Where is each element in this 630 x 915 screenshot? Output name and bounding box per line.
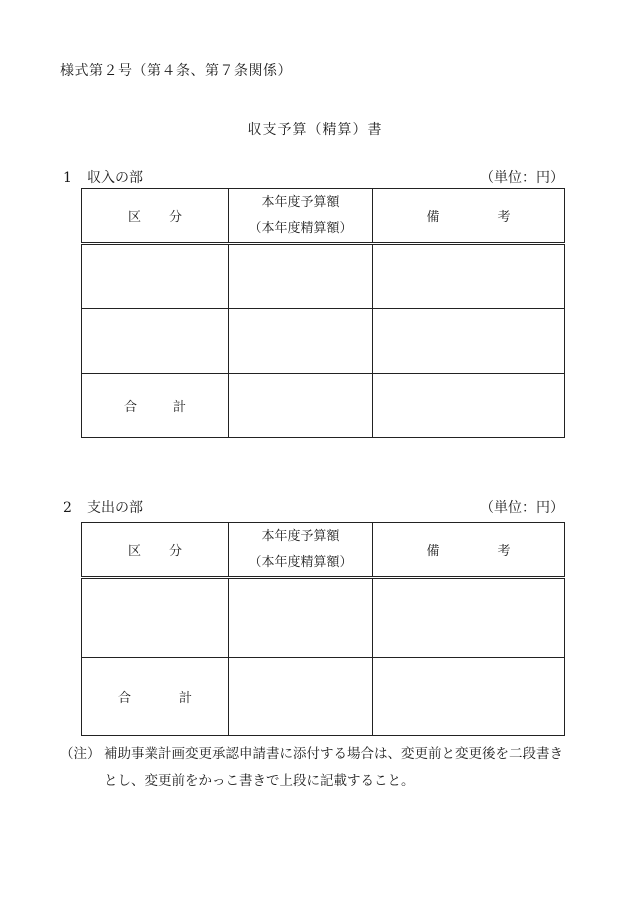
- expense-header-category: [82, 523, 229, 578]
- expense-total-remarks[interactable]: [373, 658, 565, 736]
- table-cell[interactable]: [82, 244, 229, 309]
- income-total-left: 合: [123, 400, 137, 415]
- footnote: [60, 741, 600, 795]
- income-header-remarks: [373, 189, 565, 244]
- income-total-remarks[interactable]: [373, 374, 565, 438]
- expense-header-category-left: 区: [127, 544, 141, 559]
- income-unit-label: （単位：円）: [480, 170, 564, 186]
- expense-header-row: [82, 523, 565, 578]
- table-row: [82, 244, 565, 309]
- expense-header-budget: [229, 523, 373, 578]
- income-section-title: [63, 167, 143, 187]
- footnote-line1: [60, 741, 600, 768]
- footnote-mark: （注）: [60, 746, 101, 762]
- income-header-budget-line1: 本年度予算額: [261, 194, 340, 210]
- table-row: [82, 309, 565, 374]
- expense-header-remarks: [373, 523, 565, 578]
- expense-section-number: 2: [63, 500, 72, 516]
- expense-header-remarks-right: 考: [497, 544, 511, 559]
- expense-header-remarks-left: 備: [426, 544, 440, 559]
- expense-unit-label: （単位：円）: [480, 500, 564, 516]
- expense-table: [81, 522, 565, 736]
- table-cell[interactable]: [229, 244, 373, 309]
- expense-total-row: [82, 658, 565, 736]
- expense-section-title: [63, 497, 143, 517]
- income-header-remarks-left: 備: [426, 210, 440, 225]
- document-title: 収支予算（精算）書: [247, 122, 383, 138]
- income-total-label: [82, 374, 229, 438]
- income-table: [81, 188, 565, 438]
- income-section-label: 収入の部: [87, 170, 143, 186]
- income-header-category-left: 区: [127, 210, 141, 225]
- table-cell[interactable]: [373, 309, 565, 374]
- income-total-row: [82, 374, 565, 438]
- income-header-row: [82, 189, 565, 244]
- expense-total-left: 合: [117, 691, 131, 706]
- footnote-text-line1: 補助事業計画変更承認申請書に添付する場合は、変更前と変更後を二段書き: [104, 746, 563, 762]
- expense-header-category-right: 分: [169, 544, 183, 559]
- income-header-category-right: 分: [169, 210, 183, 225]
- table-cell[interactable]: [82, 578, 229, 658]
- expense-total-right: 計: [179, 691, 193, 706]
- income-header-budget: [229, 189, 373, 244]
- income-header-remarks-right: 考: [497, 210, 511, 225]
- table-cell[interactable]: [229, 309, 373, 374]
- table-cell[interactable]: [373, 244, 565, 309]
- income-total-amount[interactable]: [229, 374, 373, 438]
- table-row: [82, 578, 565, 658]
- expense-header-budget-line2: （本年度精算額）: [248, 554, 353, 570]
- income-header-budget-line2: （本年度精算額）: [248, 220, 353, 236]
- expense-header-budget-line1: 本年度予算額: [261, 528, 340, 544]
- expense-total-label: [82, 658, 229, 736]
- table-cell[interactable]: [373, 578, 565, 658]
- income-total-right: 計: [173, 400, 187, 415]
- expense-section-label: 支出の部: [87, 500, 143, 516]
- expense-total-amount[interactable]: [229, 658, 373, 736]
- form-number: 様式第２号（第４条、第７条関係）: [60, 63, 292, 79]
- income-header-category: [82, 189, 229, 244]
- income-section-number: 1: [63, 170, 72, 186]
- table-cell[interactable]: [82, 309, 229, 374]
- footnote-text-line2: とし、変更前をかっこ書きで上段に記載すること。: [104, 773, 415, 789]
- table-cell[interactable]: [229, 578, 373, 658]
